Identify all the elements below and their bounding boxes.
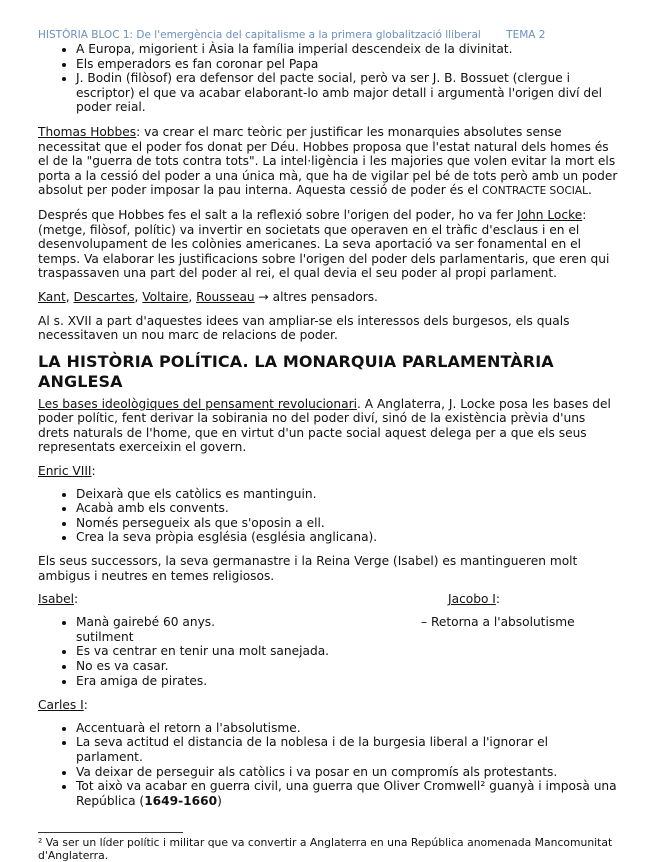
list-item: • Només persegueix als que s'oposin a ell.	[76, 516, 618, 531]
arrow-icon: →	[254, 289, 273, 304]
bases-text: . A Anglaterra, J. Locke posa les bases del poder polític, fent derivar la sobirania no del poder diví, sinó de la existència prèvia d'uns drets naturals de l'home, que en virtut d'un pacte social aquest delega per a que els seus representats exerceixin el govern.	[38, 396, 611, 455]
list-item: • Els emperadors es fan coronar pel Papa	[76, 57, 618, 72]
jacob-item: – Retorna a l'absolutisme	[421, 615, 575, 630]
thinkers-line: Kant, Descartes, Voltaire, Rousseau → altres pensadors.	[38, 289, 378, 304]
isabel-heading: Isabel:	[38, 592, 79, 607]
thinker-descartes: Descartes	[73, 289, 135, 304]
list-item: • Accentuarà el retorn a l'absolutisme.	[76, 721, 618, 736]
document-page	[38, 26, 618, 862]
enric-bullet-list	[38, 487, 618, 545]
page-header	[38, 29, 618, 42]
list-item: • Acabà amb els convents.	[76, 501, 618, 516]
intro-bullet-list	[38, 42, 618, 115]
bases-paragraph	[38, 397, 618, 455]
section-title: LA HISTÒRIA POLÍTICA. LA MONARQUIA PARLAMENTÀRIA ANGLESA	[38, 351, 554, 391]
isabel-section	[38, 615, 618, 688]
list-item: • Crea la seva pròpia església (església anglicana).	[76, 530, 618, 545]
carles-bullet-list	[38, 721, 618, 809]
list-item: • A Europa, migorient i Àsia la família imperial descendeix de la divinitat.	[76, 42, 618, 57]
bases-label: Les bases ideològiques del pensament revolucionari	[38, 396, 357, 411]
successors-paragraph: Els seus successors, la seva germanastre i la Reina Verge (Isabel) es mantingueren molt ambigus i neutres en temes religiosos.	[38, 554, 578, 583]
carles-label: Carles I	[38, 698, 84, 713]
list-item: • Tot això va acabar en guerra civil, una guerra que Oliver Cromwell² guanyà i imposà una República (1649-1660)	[76, 779, 618, 808]
footnote-divider	[38, 832, 183, 833]
locke-paragraph	[38, 208, 618, 281]
contracte-social-term: CONTRACTE SOCIAL	[482, 185, 588, 198]
list-item: • Deixarà que els catòlics es mantinguin.	[76, 487, 618, 502]
header-tema: TEMA 2	[506, 29, 546, 41]
jacob-heading: Jacobo I:	[448, 592, 500, 607]
list-item: • La seva actitud el distancia de la noblesa i de la burgesia liberal a l'ignorar el parlament.	[76, 735, 618, 764]
list-item: • No es va casar.	[76, 659, 618, 674]
hobbes-paragraph: Thomas Hobbes: va crear el marc teòric per justificar les monarquies absolutes sense necessitat que el poder fos donat per Déu. Hobbes proposa que l'estat natural dels homes és el de la "guerra de tots contra tots". La intel·ligència i les majories que volen evitar la mort els porta a la cessió del poder a una única mà, que ha de vigilar pel bé de tots però amb un poder absolut per poder imposar la pau interna. Aquesta cessió de poder és el CONTRACTE SOCIAL.	[38, 124, 618, 198]
hobbes-text: : va crear el marc teòric per justificar les monarquies absolutes sense necessitat que el poder fos donat per Déu. Hobbes proposa que l'estat natural dels homes és el de la "guerra de tots contra tots". La intel·ligència i les majories que volen evitar la mort els porta a la cessió del poder a una única mà, que ha de vigilar pel bé de tots però amb un poder absolut per poder imposar la pau interna. Aquesta cessió de poder és el	[38, 124, 618, 198]
footnote: ² Va ser un líder polític i militar que va convertir a Anglaterra en una República anomenada Mancomunitat d'Anglaterra.	[38, 836, 613, 862]
thinker-voltaire: Voltaire	[142, 289, 189, 304]
list-item: • J. Bodin (filòsof) era defensor del pacte social, però va ser J. B. Bossuet (clergue i escriptor) el que va acabar elaborant-lo amb major detall i argumentà l'origen diví del poder reial.	[76, 71, 618, 115]
enric-label: Enric VIII	[38, 464, 92, 479]
thinker-rousseau: Rousseau	[196, 289, 255, 304]
thinker-kant: Kant	[38, 289, 66, 304]
isabel-label: Isabel	[38, 592, 75, 607]
list-item: • Va deixar de perseguir als catòlics i va posar en un compromís als protestants.	[76, 765, 618, 780]
locke-name: John Locke	[516, 207, 583, 222]
hobbes-name: Thomas Hobbes	[38, 124, 137, 139]
carles-heading: Carles I:	[38, 698, 88, 713]
isabel-jacob-headings	[38, 592, 618, 607]
enric-heading: Enric VIII:	[38, 464, 96, 479]
locke-before: Després que Hobbes fes el salt a la reflexió sobre l'origen del poder, ho va fer	[38, 207, 517, 222]
list-item: • Manà gairebé 60 anys. sutilment	[76, 615, 618, 644]
jacob-label: Jacobo I	[448, 592, 496, 607]
list-item: • Era amiga de pirates.	[76, 674, 618, 689]
header-title: HISTÒRIA BLOC 1: De l'emergència del capitalisme a la primera globalització lliberal	[38, 29, 481, 41]
xvii-paragraph: Al s. XVII a part d'aquestes idees van ampliar-se els interessos dels burgesos, els quals necessitaven un nou marc de relacions de poder.	[38, 313, 570, 343]
list-item: • Es va centrar en tenir una molt sanejada.	[76, 644, 618, 659]
republic-years: 1649-1660	[144, 793, 218, 808]
locke-after: : (metge, filòsof, polític) va invertir en societats que operaven en el tràfic d'esclaus i en el desenvolupament de les colònies americanes. La seva aportació va ser fonamental en el temps. Va elaborar les justificacions sobre l'origen del poder dels parlamentaris, que eren qui traspassaven una part del poder al rei, el qual devia el seu poder al propi parlament.	[38, 207, 610, 281]
